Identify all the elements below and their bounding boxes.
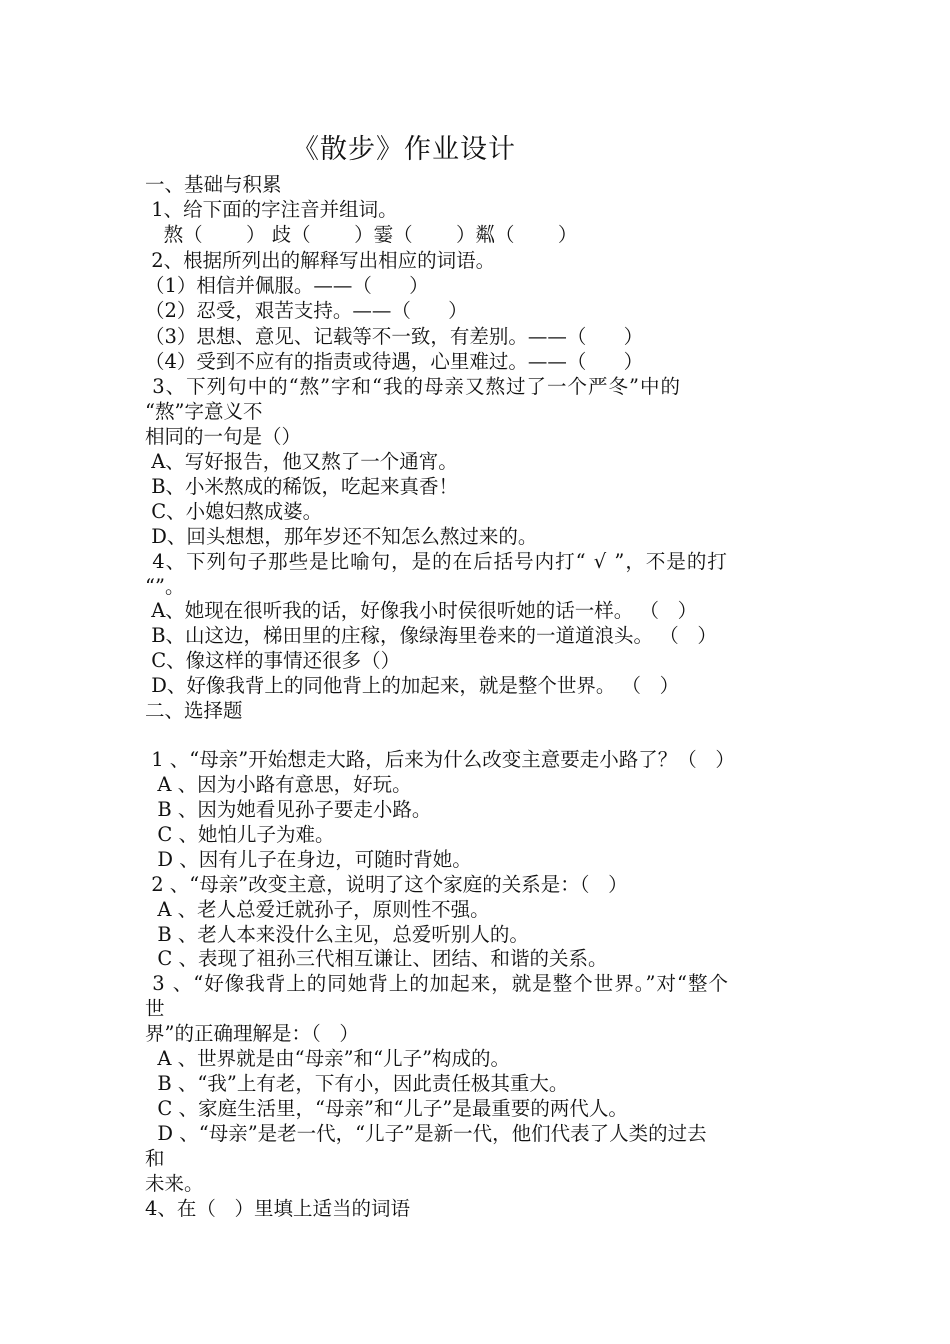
section-heading: 一、基础与积累 <box>145 173 282 196</box>
question-line: 熬（ ） 歧（ ）霎（ ）粼（ ） <box>145 223 578 246</box>
option-line: D 、因有儿子在身边，可随时背她。 <box>145 848 472 871</box>
option-line: A、她现在很听我的话，好像我小时侯很听她的话一样。 （ ） <box>145 599 698 622</box>
option-line: A 、因为小路有意思，好玩。 <box>145 773 412 796</box>
option-line: A、写好报告，他又熬了一个通宵。 <box>145 450 458 473</box>
question-line: 相同的一句是（） <box>145 425 302 448</box>
option-line: 和 <box>145 1147 165 1170</box>
question-line: 4、下列句子那些是比喻句，是的在后括号内打“ √ ”，不是的打 <box>145 550 728 573</box>
option-line: D 、“母亲”是老一代，“儿子”是新一代，他们代表了人类的过去 <box>145 1122 707 1145</box>
question-line: 1、给下面的字注音并组词。 <box>145 198 398 221</box>
option-line: C、像这样的事情还很多（） <box>145 649 401 672</box>
option-line: A 、老人总爱迁就孙子，原则性不强。 <box>145 898 490 921</box>
option-line: C 、表现了祖孙三代相互谦让、团结、和谐的关系。 <box>145 947 608 970</box>
question-line: “”。 <box>145 575 185 598</box>
option-line: C 、她怕儿子为难。 <box>145 823 335 846</box>
question-line: 3、下列句中的“熬”字和“我的母亲又熬过了一个严冬”中的 <box>145 375 681 398</box>
question-line: （3）思想、意见、记载等不一致，有差别。——（ ） <box>145 325 644 348</box>
question-line: 2 、“母亲”改变主意，说明了这个家庭的关系是：（ ） <box>145 873 628 896</box>
option-line: B、山这边，梯田里的庄稼，像绿海里卷来的一道道浪头。 （ ） <box>145 624 717 647</box>
option-line: C、小媳妇熬成婆。 <box>145 500 323 523</box>
question-line: 4、在（ ）里填上适当的词语 <box>145 1197 411 1220</box>
option-line: B、小米熬成的稀饭，吃起来真香！ <box>145 475 459 498</box>
question-line: 世 <box>145 997 165 1020</box>
question-line: （2）忍受，艰苦支持。——（ ） <box>145 299 468 322</box>
question-line: 2、根据所列出的解释写出相应的词语。 <box>145 249 496 272</box>
question-line: “熬”字意义不 <box>145 400 263 423</box>
option-line: D、回头想想，那年岁还不知怎么熬过来的。 <box>145 525 538 548</box>
option-line: B 、老人本来没什么主见，总爱听别人的。 <box>145 923 529 946</box>
question-line: （1）相信并佩服。——（ ） <box>145 274 429 297</box>
option-line: B 、因为她看见孙子要走小路。 <box>145 798 432 821</box>
question-line: 3 、“好像我背上的同她背上的加起来，就是整个世界。”对“整个 <box>145 972 729 995</box>
option-line: B 、“我”上有老，下有小，因此责任极其重大。 <box>145 1072 569 1095</box>
option-line: 未来。 <box>145 1172 204 1195</box>
question-line: 1 、“母亲”开始想走大路，后来为什么改变主意要走小路了？（ ） <box>145 748 735 771</box>
option-line: C 、家庭生活里，“母亲”和“儿子”是最重要的两代人。 <box>145 1097 628 1120</box>
option-line: A 、世界就是由“母亲”和“儿子”构成的。 <box>145 1047 511 1070</box>
question-line: 界”的正确理解是：（ ） <box>145 1022 359 1045</box>
page-title: 《散步》作业设计 <box>292 134 516 165</box>
section-heading: 二、选择题 <box>145 699 243 722</box>
question-line: （4）受到不应有的指责或待遇，心里难过。——（ ） <box>145 350 644 373</box>
option-line: D、好像我背上的同他背上的加起来，就是整个世界。 （ ） <box>145 674 680 697</box>
